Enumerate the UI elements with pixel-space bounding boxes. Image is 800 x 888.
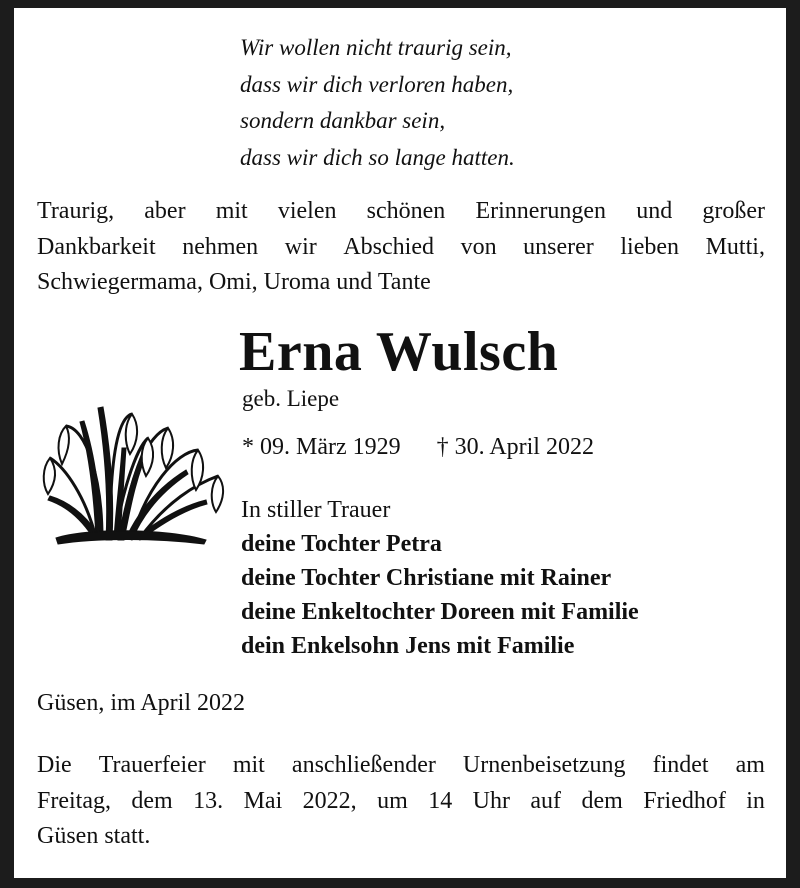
intro-line bbox=[37, 230, 765, 266]
mourner-name: dein Enkelsohn Jens mit Familie bbox=[241, 633, 575, 659]
word: 14 bbox=[428, 787, 453, 814]
mourner-name: deine Enkeltochter Doreen mit Familie bbox=[241, 599, 639, 625]
snowdrop-icon bbox=[36, 388, 228, 548]
poem-line: dass wir dich verloren haben, bbox=[240, 71, 514, 97]
poem-line: dass wir dich so lange hatten. bbox=[240, 144, 515, 170]
word: Uhr bbox=[472, 787, 510, 814]
mourner-name: deine Tochter Christiane mit Rainer bbox=[241, 565, 612, 591]
service-line: Güsen statt. bbox=[37, 823, 151, 849]
word: Friedhof bbox=[643, 787, 726, 814]
word: Abschied bbox=[343, 233, 434, 260]
word: und bbox=[636, 198, 673, 224]
word: Mutti, bbox=[705, 233, 765, 260]
word: auf bbox=[530, 787, 562, 814]
word: von bbox=[460, 233, 497, 260]
poem bbox=[240, 30, 515, 176]
word: dem bbox=[131, 787, 173, 814]
life-dates bbox=[242, 434, 594, 461]
word: Freitag, bbox=[37, 787, 111, 814]
word: mit bbox=[215, 198, 248, 224]
word: um bbox=[377, 787, 408, 814]
mourner-name: deine Tochter Petra bbox=[241, 531, 442, 557]
word: 13. bbox=[193, 787, 224, 814]
word: Dankbarkeit bbox=[37, 233, 156, 260]
word: Traurig, bbox=[37, 198, 115, 224]
intro-line bbox=[37, 194, 765, 230]
word: Urnenbeisetzung bbox=[462, 752, 626, 778]
service-line bbox=[37, 748, 765, 784]
service-line bbox=[37, 784, 765, 820]
word: nehmen bbox=[182, 233, 259, 260]
mourners-block bbox=[241, 493, 639, 663]
intro-text bbox=[37, 194, 765, 301]
word: Die bbox=[37, 752, 72, 778]
word: anschließender bbox=[291, 752, 436, 778]
birth-date: * 09. März 1929 bbox=[242, 434, 401, 460]
word: wir bbox=[284, 233, 317, 260]
word: schönen bbox=[366, 198, 446, 224]
word: am bbox=[735, 752, 765, 778]
word: Mai bbox=[243, 787, 283, 814]
death-date: † 30. April 2022 bbox=[436, 434, 594, 460]
place-date: Güsen, im April 2022 bbox=[37, 690, 245, 716]
word: Erinnerungen bbox=[475, 198, 607, 224]
birth-name: geb. Liepe bbox=[242, 386, 340, 411]
mourners-heading: In stiller Trauer bbox=[241, 497, 391, 523]
word: aber bbox=[144, 198, 186, 224]
word: findet bbox=[652, 752, 709, 778]
poem-line: sondern dankbar sein, bbox=[240, 108, 446, 133]
word: dem bbox=[581, 787, 623, 814]
poem-line: Wir wollen nicht traurig sein, bbox=[240, 35, 512, 60]
word: vielen bbox=[277, 198, 337, 224]
word: 2022, bbox=[302, 787, 357, 814]
deceased-name: Erna Wulsch bbox=[239, 321, 559, 383]
word: unserer bbox=[523, 233, 594, 260]
word: Trauerfeier bbox=[98, 752, 206, 778]
service-info bbox=[37, 748, 765, 855]
word: lieben bbox=[620, 233, 680, 260]
word: großer bbox=[702, 198, 765, 224]
intro-line: Schwiegermama, Omi, Uroma und Tante bbox=[37, 269, 431, 295]
word: in bbox=[746, 787, 765, 814]
word: mit bbox=[232, 752, 265, 778]
